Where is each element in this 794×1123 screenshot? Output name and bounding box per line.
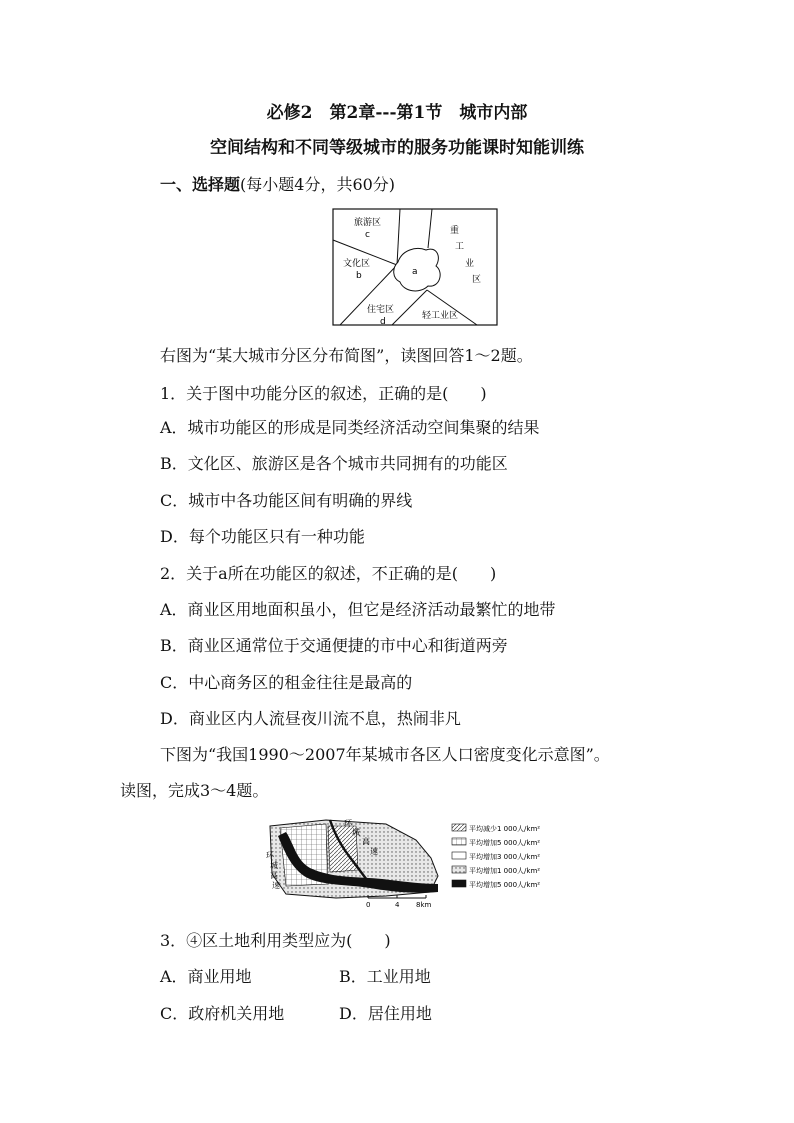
highway-label-top-1: 环 [344,819,352,828]
zone-label-heavy-3: 业 [465,259,475,269]
zone-letter-a: a [412,267,418,277]
zone-label-heavy-1: 重 [450,226,460,236]
highway-label-left-1: 环 [266,851,274,860]
scale-4: 4 [395,901,400,909]
legend-item-5: 平均增加5 000人/km² [469,881,541,889]
highway-label-top-2: 城 [352,828,360,837]
question-3-option-b: B．工业用地 [339,967,431,986]
question-3-stem: 3．④区土地利用类型应为( ) [160,931,391,950]
intro-text-1: 右图为“某大城市分区分布简图”，读图回答1～2题。 [160,346,533,365]
zone-label-heavy-2: 工 [455,242,465,252]
zone-letter-d: d [380,317,386,326]
zone-letter-c: c [365,230,370,240]
question-1-option-a: A．城市功能区的形成是同类经济活动空间集聚的结果 [160,418,540,437]
scale-0: 0 [366,901,371,909]
highway-label-top-4: 速 [370,847,378,856]
question-3-option-c: C．政府机关用地 [160,1004,285,1023]
section-note: (每小题4分，共60分) [240,175,396,194]
intro-text-2: 下图为“我国1990～2007年某城市各区人口密度变化示意图”。 [160,745,610,764]
zone-label-residential: 住宅区 [367,305,395,315]
highway-label-left-2: 城 [270,861,278,870]
zone-label-culture: 文化区 [343,259,371,269]
highway-label-left-3: 高 [270,871,278,880]
zone-label-heavy-4: 区 [472,275,482,285]
scale-8km: 8km [416,901,432,909]
highway-label-top-3: 高 [362,837,370,846]
legend-item-1: 平均减少1 000人/km² [469,825,541,833]
legend-item-2: 平均增加5 000人/km² [469,839,541,847]
zone-label-light: 轻工业区 [422,311,459,321]
population-density-map [266,814,566,910]
zone-letter-b: b [356,271,362,281]
question-1-option-c: C．城市中各功能区间有明确的界线 [160,491,413,510]
question-1-option-d: D．每个功能区只有一种功能 [160,527,365,546]
legend-item-4: 平均增加1 000人/km² [469,867,541,875]
question-2-option-b: B．商业区通常位于交通便捷的市中心和街道两旁 [160,636,508,655]
city-zone-map [332,208,498,326]
map-legend [452,824,540,889]
question-1-option-b: B．文化区、旅游区是各个城市共同拥有的功能区 [160,454,508,473]
question-2-option-c: C．中心商务区的租金往往是最高的 [160,673,413,692]
question-3-option-d: D．居住用地 [339,1004,432,1023]
question-3-option-a: A．商业用地 [160,967,252,986]
question-1-stem: 1．关于图中功能分区的叙述，正确的是( ) [160,384,487,403]
question-2-option-a: A．商业区用地面积虽小，但它是经济活动最繁忙的地带 [160,600,556,619]
page-title-line1: 必修2 第2章---第1节 城市内部 [266,103,528,123]
section-title: 一、选择题 [160,175,241,194]
legend-item-3: 平均增加3 000人/km² [469,853,541,861]
page-title-line2: 空间结构和不同等级城市的服务功能课时知能训练 [210,138,584,158]
intro-text-2b: 读图，完成3～4题。 [120,781,269,800]
zone-label-tour: 旅游区 [354,218,382,228]
question-2-option-d: D．商业区内人流昼夜川流不息，热闹非凡 [160,709,461,728]
question-2-stem: 2．关于a所在功能区的叙述，不正确的是( ) [160,564,497,583]
highway-label-left-4: 速 [272,881,280,890]
section-heading [160,172,395,195]
